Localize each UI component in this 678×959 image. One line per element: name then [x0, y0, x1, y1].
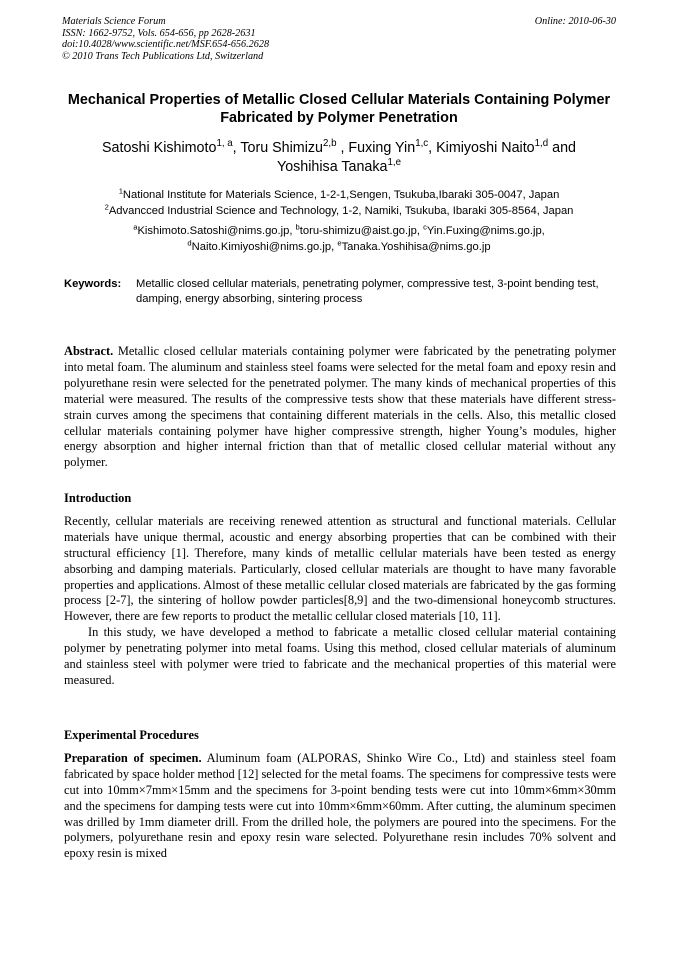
experimental-section: [64, 728, 616, 862]
author-sup: 1,d: [534, 138, 549, 150]
author-sup: 1,e: [387, 156, 401, 168]
author-sep: ,: [232, 140, 241, 156]
author-sep: and: [548, 140, 576, 156]
affiliation-1: $^1$National Institute for Materials Science, 1-2-1,Sengen, Tsukuba,Ibaraki 305-0047, Japan: [118, 186, 560, 201]
introduction-section: [64, 491, 616, 689]
keywords-label: Keywords:: [64, 278, 122, 290]
author-name: Yoshihisa Tanaka: [276, 158, 388, 175]
email-link: toru-shimizu@aist.go.jp,: [299, 225, 420, 237]
email-link: Kishimoto.Satoshi@nims.go.jp,: [137, 225, 293, 237]
experimental-heading: Experimental Procedures: [64, 728, 199, 742]
email-link: Naito.Kimiyoshi@nims.go.jp,: [191, 240, 335, 253]
email-link: Tanaka.Yoshihisa@nims.go.jp: [341, 240, 491, 253]
email-link: Yin.Fuxing@nims.go.jp,: [426, 225, 545, 237]
keywords-text: Metallic closed cellular materials, penetrating polymer, compressive test, 3-point bending test, damping, energy absorbing, sintering process: [136, 278, 599, 305]
doi-line: doi:10.4028/www.scientific.net/MSF.654-656.2628: [62, 39, 270, 51]
journal-name: Materials Science Forum: [62, 16, 166, 27]
copyright-line: © 2010 Trans Tech Publications Ltd, Switzerland: [62, 50, 264, 62]
author-name: Fuxing Yin: [348, 140, 416, 156]
issn-line: ISSN: 1662-9752, Vols. 654-656, pp 2628-2631: [62, 27, 256, 39]
author-sep: ,: [336, 140, 349, 156]
paper-title: Mechanical Properties of Metallic Closed Cellular Materials Containing Polymer Fabricated by Polymer Penetration: [67, 92, 611, 126]
affiliations: [40, 188, 638, 219]
author-list: [40, 139, 638, 176]
preparation-label: Preparation of specimen.: [64, 750, 202, 765]
author-sep: ,: [428, 140, 437, 156]
preparation-text: Aluminum foam (ALPORAS, Shinko Wire Co., Ltd) and stainless steel foam fabricated by space holder method [12] selected for the metal foams. The specimens for compressive tests were cut into 10mm×7mm×15mm and the specimens for 3-point bending tests were cut into 10mm×6mm×30mm and the specimens for damping tests were cut into 10mm×6mm×60mm. After cutting, the aluminum specimen was drilled by 1mm diameter drill. From the drilled hole, the polymers are poured into the specimens. For the polymers, polyurethane resin and epoxy resin ware selected. Polyurethane resin includes 70% solvent and epoxy resin is mixed: [64, 750, 616, 861]
author-sup: 1,c: [415, 138, 429, 150]
abstract-text: Metallic closed cellular materials containing polymer were fabricated by the penetrating polymer into metal foam. The aluminum and stainless steel foams were selected for the metal foam and epoxy resin and polyurethane resin were selected for the penetrated polymer. The many kinds of mechanical properties of this material were measured. The results of the compressive tests show that these materials have different stress-strain curves among the specimens that containing different materials in the cells. Also, this metallic closed cellular materials containing polymer have higher compressive strength, higher Young’s modules, higher energy absorption and higher internal friction than that of metallic closed cellular material without any polymer.: [64, 344, 616, 470]
introduction-paragraph-2: In this study, we have developed a method to fabricate a metallic closed cellular material containing polymer by penetrating polymer into metal foams. Using this method, closed cellular materials of aluminum and stainless steel with polymer were tried to fabricate and the mechanical properties of this material were measured.: [64, 625, 616, 687]
online-date: Online: 2010-06-30: [534, 16, 616, 27]
email-list: $^a$Kishimoto.Satoshi@nims.go.jp, $^b$toru-shimizu@aist.go.jp, $^c$Yin.Fuxing@nims.go.jp, $^d$Naito.Kimiyoshi@nims.go.jp, $^e$Tanaka.Yoshihisa@nims.go.jp: [133, 222, 545, 253]
affiliation-2: $^2$Advancced Industrial Science and Technology, 1-2, Namiki, Tsukuba, Ibaraki 305-8564, Japan: [104, 201, 574, 217]
author-sup: 1, a: [216, 138, 233, 150]
introduction-paragraph-1: Recently, cellular materials are receiving renewed attention as structural and functional materials. Cellular materials have unique thermal, acoustic and energy absorbing properties that can be combined with their structural efficiency [1]. Therefore, many kinds of metallic cellular materials have been tested as energy absorbing and damping materials. Particularly, closed cellular materials are thought to have many favorable properties and applications. Almost of these metallic cellular closed materials are fabricated by the gas forming process [2-7], the sintering of hollow powder particles[8,9] and the two-dimensional honeycomb structures. However, there are few reports to product the metallic cellular closed materials [10, 11].: [64, 513, 616, 624]
keywords: [64, 277, 616, 307]
abstract-label: Abstract.: [64, 344, 114, 358]
author-name: Satoshi Kishimoto: [102, 140, 217, 156]
author-sup: 2,b: [322, 138, 337, 150]
introduction-heading: Introduction: [64, 491, 132, 505]
journal-header: [62, 16, 269, 62]
author-name: Toru Shimizu: [240, 140, 323, 156]
abstract: [64, 344, 616, 471]
author-name: Kimiyoshi Naito: [436, 140, 535, 156]
